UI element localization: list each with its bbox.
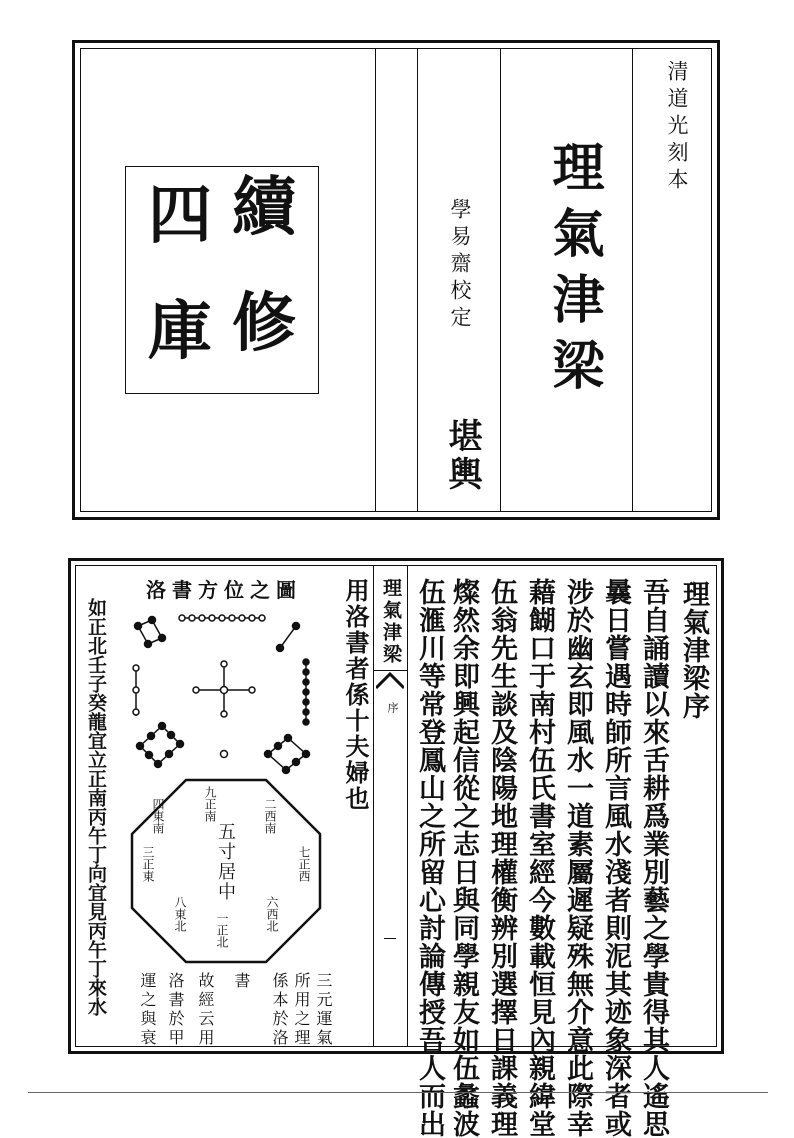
dots-seven [303, 659, 309, 725]
note-column-6: 洛書於甲 [166, 972, 185, 1048]
diagram-left-column: 如正北壬子癸龍宜立正南丙午丁向宜見丙午丁來水 [85, 598, 107, 1016]
strip-tick [384, 938, 396, 939]
preface-column-7: 伍滙川等常登鳳山之所留心討論傳授吾人而出 [414, 578, 445, 1138]
preface-column-1: 吾自誦讀以來舌耕爲業別藝之學貴得其人遙思 [638, 578, 669, 1138]
cover-divider-3 [500, 48, 501, 512]
octagon-label-south: 九正南 [203, 786, 217, 822]
octagon-label-north: 一正北 [215, 912, 229, 948]
dots-eight [137, 723, 184, 768]
dots-four [135, 617, 166, 648]
cover-divider-4 [632, 48, 633, 512]
cover-category: 堪輿 [442, 418, 482, 494]
preface-column-6: 燦然余即興起信從之志日與同學親友如伍蠡波 [448, 578, 479, 1138]
seal-char-4: 庫 [148, 294, 212, 369]
cover-title: 理氣津梁 [543, 140, 604, 404]
dot-one [221, 751, 228, 758]
cover-editor: 學易齋校定 [448, 198, 472, 333]
cover-edition: 清道光刻本 [665, 60, 689, 195]
strip-line-left [373, 565, 374, 1047]
diagram-caption: 用洛書者係十夫婦也 [341, 578, 370, 812]
seal-char-1: 續 [232, 170, 296, 245]
note-column-2: 所用之理 [292, 972, 311, 1048]
dots-two [277, 623, 300, 652]
octagon-center-label: 五寸居中 [215, 822, 236, 902]
dots-nine [179, 615, 265, 621]
fish-tail-mark [376, 672, 404, 692]
dots-five [193, 661, 255, 717]
footer-rule [28, 1092, 768, 1093]
strip-line-right [407, 565, 408, 1047]
preface-column-4: 藉餬口于南村伍氏書室經今數載恒見內親緯堂 [524, 578, 555, 1138]
octagon-label-southeast: 四東南 [151, 798, 165, 834]
dots-six [265, 735, 310, 774]
octagon-label-northwest: 六西北 [265, 896, 279, 932]
diagram-title: 洛書方位之圖 [146, 578, 302, 602]
seal-char-2: 修 [232, 286, 296, 361]
note-column-3: 係本於洛 [270, 972, 289, 1048]
preface-column-5: 伍翁先生談及陰陽地理權衡辨別選擇日課義理 [486, 578, 517, 1138]
preface-heading: 理氣津梁序 [678, 580, 709, 720]
preface-column-3: 涉於幽玄即風水一道素屬遲疑殊無介意此際幸 [562, 578, 593, 1138]
strip-title: 理氣津梁 [380, 578, 402, 666]
note-column-1: 三元運氣 [314, 972, 333, 1048]
strip-rule [373, 670, 407, 671]
note-column-7: 運之與衰 [138, 972, 157, 1048]
preface-column-2: 曩日嘗遇時師所言風水淺者則泥其迹象深者或 [600, 578, 631, 1138]
note-column-5: 故經云用 [196, 972, 215, 1048]
lo-shu-dot-diagram [118, 604, 328, 782]
cover-divider-1 [375, 48, 376, 512]
strip-section: 序 [386, 702, 399, 713]
note-column-4: 書 [232, 972, 251, 991]
seal-char-3: 四 [148, 178, 212, 253]
octagon-label-west: 七正西 [297, 846, 311, 882]
octagon-label-northeast: 八東北 [173, 896, 187, 932]
octagon-label-east: 三正東 [141, 846, 155, 882]
dots-three [133, 665, 139, 716]
octagon-label-southwest: 二西南 [263, 798, 277, 834]
cover-divider-2 [417, 48, 418, 512]
